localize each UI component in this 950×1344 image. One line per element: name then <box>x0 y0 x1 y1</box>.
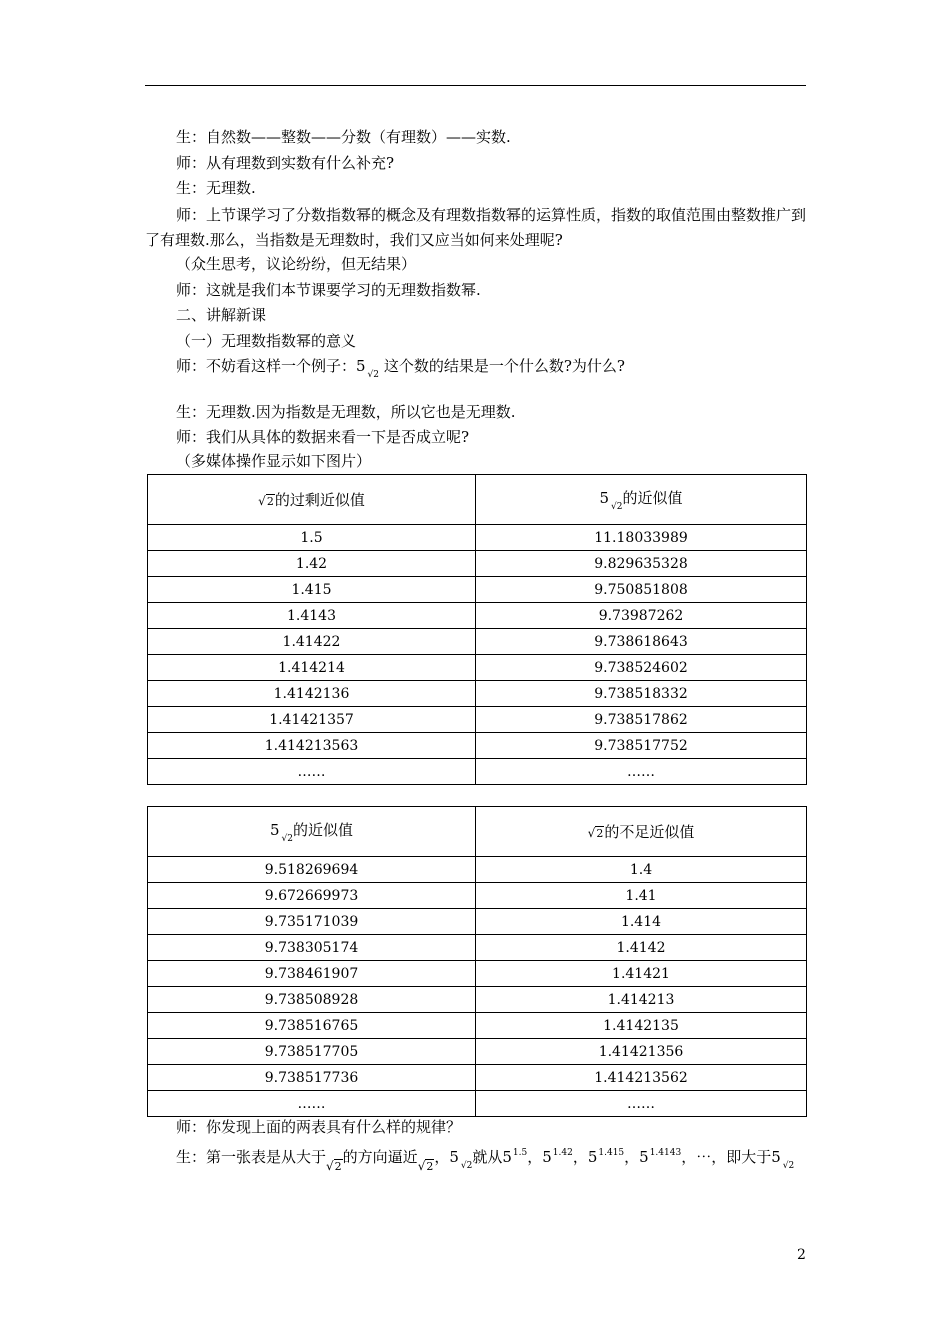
header-rule <box>145 85 806 86</box>
example-line <box>176 356 625 385</box>
table-cell: 1.5 <box>148 525 476 551</box>
table-row <box>148 857 807 883</box>
table-cell: 1.415 <box>148 577 476 603</box>
paragraph: 师：上节课学习了分数指数幂的概念及有理数指数幂的运算性质，指数的取值范围由整数推广到了有理数.那么，当指数是无理数时，我们又应当如何来处理呢? <box>145 206 807 249</box>
table-cell: 9.738618643 <box>476 629 807 655</box>
table-row <box>148 883 807 909</box>
table-row <box>148 655 807 681</box>
table-row <box>148 961 807 987</box>
sqrt2-exponent: √2 <box>367 370 380 380</box>
table-cell: 11.18033989 <box>476 525 807 551</box>
table-row <box>148 577 807 603</box>
table-cell: 9.738516765 <box>148 1013 476 1039</box>
text-line: 生：无理数. <box>176 179 256 197</box>
table-row <box>148 1065 807 1091</box>
table-row <box>148 1091 807 1117</box>
text-line: 师：你发现上面的两表具有什么样的规律？ <box>176 1118 462 1136</box>
table-cell: 1.41421357 <box>148 707 476 733</box>
table-cell: 9.829635328 <box>476 551 807 577</box>
table-cell: 1.42 <box>148 551 476 577</box>
table-cell: 1.4142136 <box>148 681 476 707</box>
sqrt2-exponent: √2 <box>611 502 623 512</box>
table-cell: …… <box>476 759 807 785</box>
subsection-heading: （一）无理数指数幂的意义 <box>176 332 357 350</box>
table-row <box>148 909 807 935</box>
text-line: 师：这就是我们本节课要学习的无理数指数幂. <box>176 281 481 299</box>
header-cell: √2的不足近似值 <box>476 807 807 857</box>
table-cell: 9.738518332 <box>476 681 807 707</box>
table-cell: 1.414213563 <box>148 733 476 759</box>
table-cell: 9.738517736 <box>148 1065 476 1091</box>
table-cell: …… <box>148 1091 476 1117</box>
table-cell: 9.672669973 <box>148 883 476 909</box>
sqrt2-symbol: √2 <box>587 826 604 840</box>
text-span: 这个数的结果是一个什么数?为什么? <box>383 357 625 375</box>
table-row <box>148 759 807 785</box>
table-row <box>148 603 807 629</box>
table-cell: 9.738517705 <box>148 1039 476 1065</box>
table-cell: 9.738305174 <box>148 935 476 961</box>
sqrt2-exponent: √2 <box>460 1161 473 1171</box>
table-row <box>148 681 807 707</box>
header-cell: 5 $_{√2}$的近似值 <box>476 475 807 525</box>
table-cell: 1.414 <box>476 909 807 935</box>
sqrt2-exponent: √2 <box>281 834 293 844</box>
table-cell: 1.4143 <box>148 603 476 629</box>
table-row <box>148 733 807 759</box>
table-over-approx <box>147 474 807 785</box>
table-cell: 1.414214 <box>148 655 476 681</box>
table-row <box>148 629 807 655</box>
text-line: （多媒体操作显示如下图片） <box>176 452 372 470</box>
table-cell: 9.735171039 <box>148 909 476 935</box>
table-header-row <box>148 807 807 857</box>
text-line: 生：自然数——整数——分数（有理数）——实数. <box>176 128 511 146</box>
sqrt2-symbol: √2 <box>258 494 274 508</box>
table-cell: 9.750851808 <box>476 577 807 603</box>
table-cell: 1.4 <box>476 857 807 883</box>
table-row <box>148 525 807 551</box>
table-cell: 9.738517752 <box>476 733 807 759</box>
section-heading: 二、讲解新课 <box>176 306 267 324</box>
table-cell: 9.738524602 <box>476 655 807 681</box>
table-cell: 9.738508928 <box>148 987 476 1013</box>
table-row <box>148 987 807 1013</box>
header-cell: 5 $_{√2}$的近似值 <box>148 807 476 857</box>
table-under-approx <box>147 806 807 1117</box>
table-row <box>148 1039 807 1065</box>
table-cell: 1.41421356 <box>476 1039 807 1065</box>
text-line: 师：我们从具体的数据来看一下是否成立呢? <box>176 428 470 446</box>
table-cell: 9.73987262 <box>476 603 807 629</box>
table-row <box>148 551 807 577</box>
sqrt2-exponent: √2 <box>782 1161 795 1171</box>
text-line: 生：第一张表是从大于√2的方向逼近√2，5 $_{√2}$就从$5^{1.5}$，$5^{1.42}$，$5^{1.415}$，$5^{1.4143}$，⋯，即大于5 $_{√2}$ <box>176 1143 794 1177</box>
sqrt2-symbol: √2 <box>417 1159 434 1173</box>
table-cell: 9.518269694 <box>148 857 476 883</box>
table-cell: 1.41 <box>476 883 807 909</box>
text-span: 师：不妨看这样一个例子：5 <box>176 357 366 375</box>
table-cell: 1.41422 <box>148 629 476 655</box>
table-cell: …… <box>476 1091 807 1117</box>
table-row <box>148 1013 807 1039</box>
table-header-row <box>148 475 807 525</box>
table-row <box>148 707 807 733</box>
table-cell: 9.738517862 <box>476 707 807 733</box>
page-number: 2 <box>797 1247 806 1263</box>
text-line: 生：无理数.因为指数是无理数，所以它也是无理数. <box>176 403 516 421</box>
table-cell: 1.414213562 <box>476 1065 807 1091</box>
text-line: （众生思考，议论纷纷，但无结果） <box>176 255 417 273</box>
table-row <box>148 935 807 961</box>
table-cell: 1.4142135 <box>476 1013 807 1039</box>
table-cell: 9.738461907 <box>148 961 476 987</box>
table-cell: 1.414213 <box>476 987 807 1013</box>
header-cell: √2的过剩近似值 <box>148 475 476 525</box>
table-cell: …… <box>148 759 476 785</box>
text-line: 师：从有理数到实数有什么补充? <box>176 154 395 172</box>
table-cell: 1.41421 <box>476 961 807 987</box>
table-cell: 1.4142 <box>476 935 807 961</box>
sqrt2-symbol: √2 <box>326 1159 342 1173</box>
